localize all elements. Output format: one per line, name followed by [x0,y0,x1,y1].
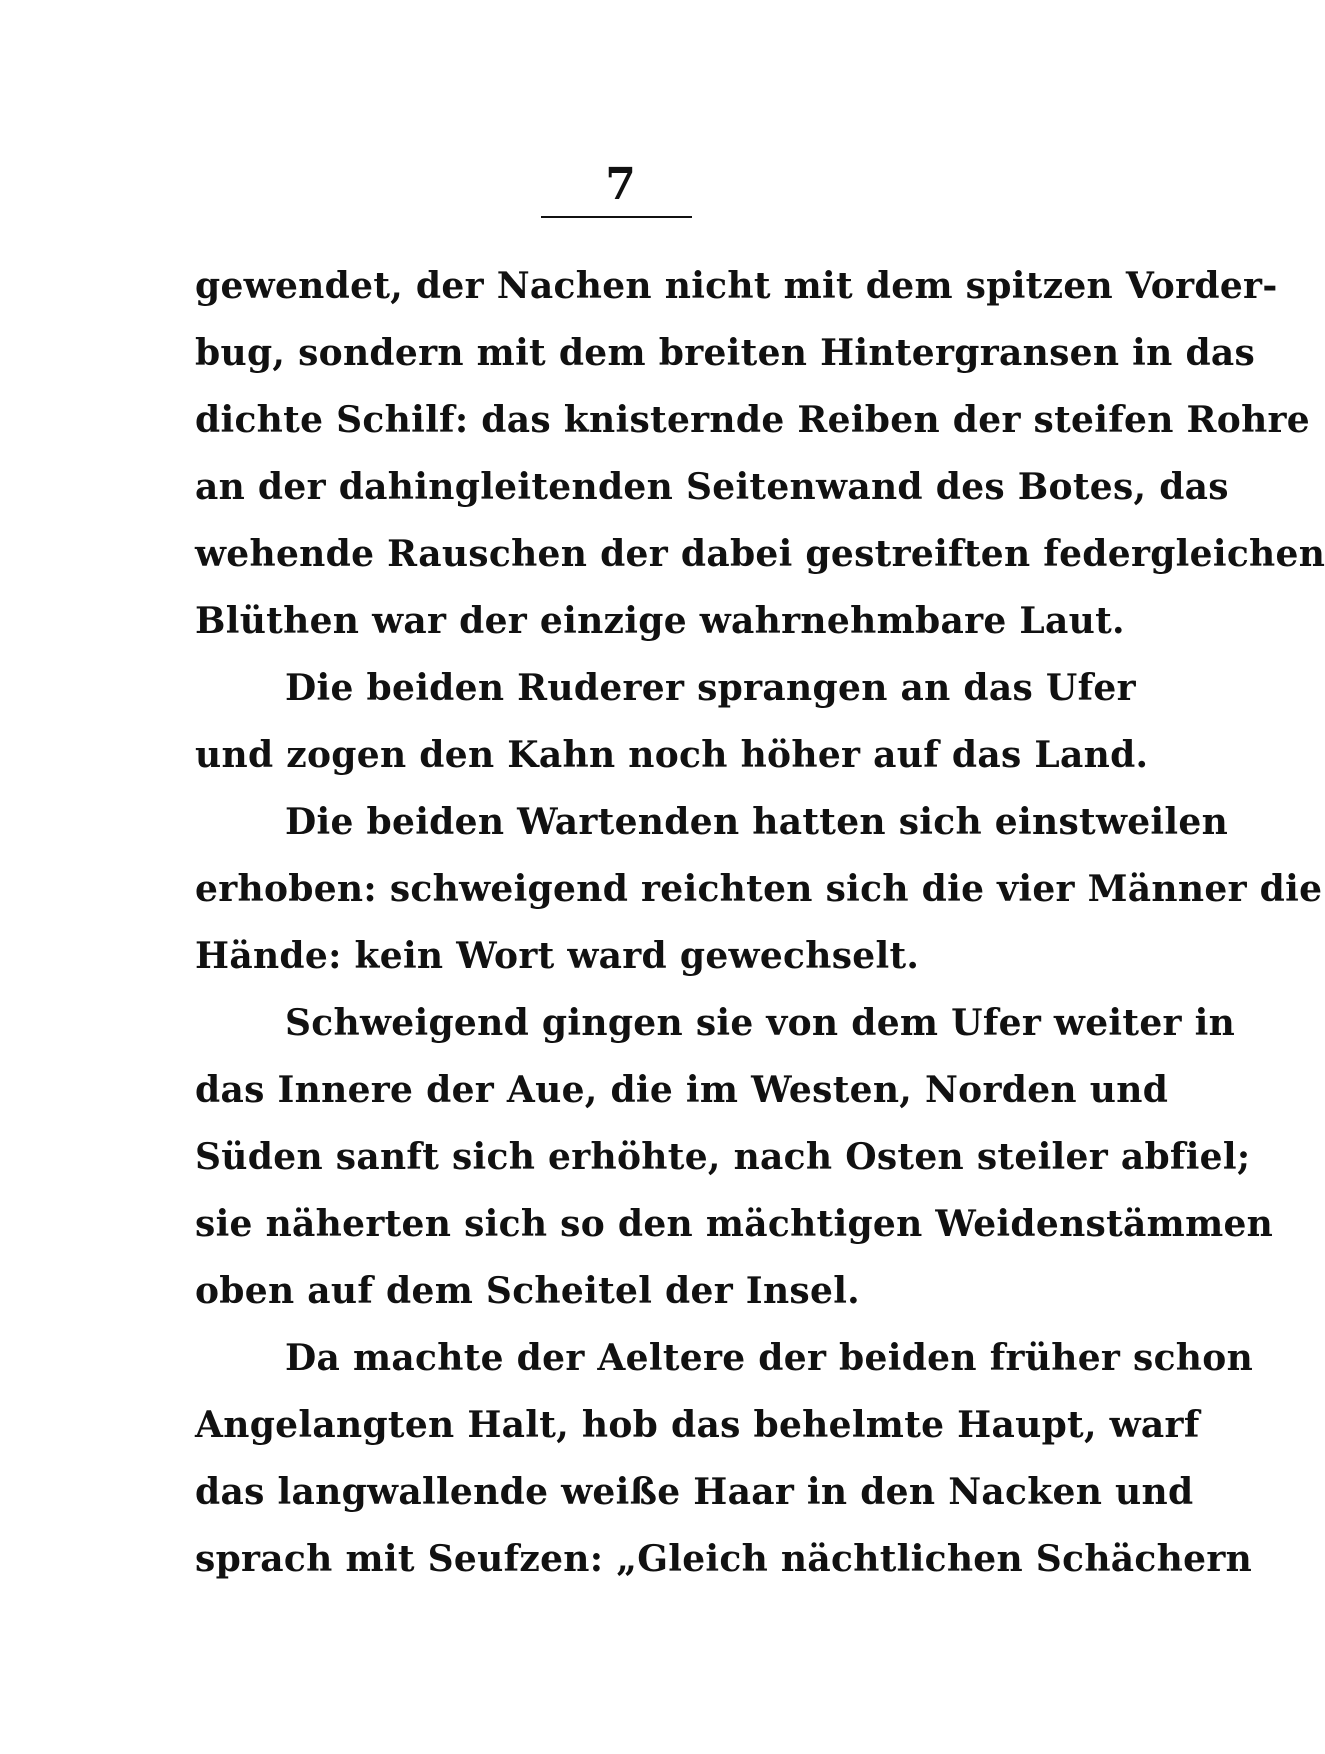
text-line: Die beiden Ruderer sprangen an das Ufer [285,667,1136,709]
text-line: wehende Rauschen der dabei gestreiften federgleichen [195,533,1325,575]
paragraph [195,789,1323,990]
text-line: bug, sondern mit dem breiten Hintergransen in das [195,332,1256,374]
text-line: gewendet, der Nachen nicht mit dem spitzen Vorder- [195,265,1278,307]
text-line: Schweigend gingen sie von dem Ufer weiter in [285,1002,1236,1044]
text-line: dichte Schilf: das knisternde Reiben der steifen Rohre [195,399,1311,441]
body-text [195,253,1325,1593]
text-line: an der dahingleitenden Seitenwand des Botes, das [195,466,1229,508]
paragraph [195,655,1149,789]
page-number-rule [541,216,692,218]
text-line: Die beiden Wartenden hatten sich einstweilen [285,801,1229,843]
text-line: Angelangten Halt, hob das behelmte Haupt, warf [195,1404,1200,1446]
text-line: oben auf dem Scheitel der Insel. [195,1270,860,1312]
paragraph [195,1325,1254,1593]
text-line: sie näherten sich so den mächtigen Weidenstämmen [195,1203,1274,1245]
text-line: das Innere der Aue, die im Westen, Norden und [195,1069,1169,1111]
text-line: Süden sanft sich erhöhte, nach Osten steiler abfiel; [195,1136,1251,1178]
text-line: sprach mit Seufzen: „Gleich nächtlichen Schächern [195,1538,1253,1580]
text-line: Da machte der Aeltere der beiden früher schon [285,1337,1254,1379]
paragraph [195,253,1325,655]
text-line: das langwallende weiße Haar in den Nacken und [195,1471,1194,1513]
text-line: Blüthen war der einzige wahrnehmbare Laut. [195,600,1125,642]
text-line: erhoben: schweigend reichten sich die vier Männer die [195,868,1323,910]
paragraph [195,990,1274,1325]
text-line: und zogen den Kahn noch höher auf das Land. [195,734,1149,776]
text-line: Hände: kein Wort ward gewechselt. [195,935,920,977]
page-number: 7 [605,159,636,210]
